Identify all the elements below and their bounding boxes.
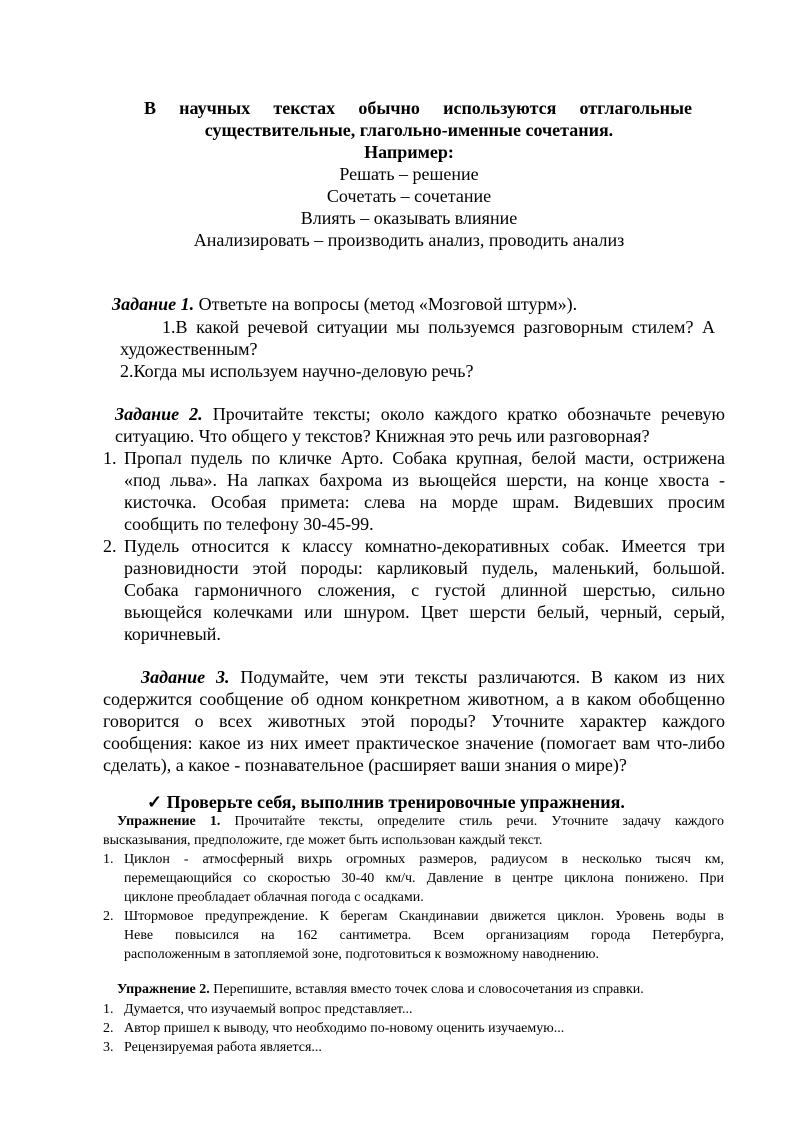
task1-question-1: 1.В какой речевой ситуации мы пользуемся разговорным стилем? А — [162, 317, 715, 337]
example-line: Влиять – оказывать влияние — [300, 208, 518, 228]
task2-item-line: кисточка. Особая примета: слева на морде шрам. Видевших просим — [124, 492, 725, 512]
task2-text: Прочитайте тексты; около каждого кратко обозначьте речевую — [202, 404, 725, 424]
exercise1-item-number: 2. — [103, 909, 114, 924]
example-line: Решать – решение — [339, 164, 479, 184]
task2-text-line-2: ситуацию. Что общего у текстов? Книжная это речь или разговорная? — [115, 426, 650, 446]
intro-block — [144, 97, 692, 120]
intro-word: обычно — [358, 98, 420, 118]
task2-item-line: Собака гармоничного сложения, с густой длинной шерстью, сильно — [124, 580, 725, 600]
intro-line-1 — [144, 97, 692, 120]
task2-item-line: вьющейся колечками или шнуром. Цвет шерсти белый, черный, серый, — [124, 602, 725, 622]
task1-question-2: 2.Когда мы используем научно-деловую речь? — [120, 361, 474, 381]
task3-text: Подумайте, чем эти тексты различаются. В каком из них — [229, 667, 725, 687]
exercise2-label: Упражнение 2. — [117, 982, 210, 997]
task1-text: Ответьте на вопросы (метод «Мозговой штурм»). — [194, 294, 578, 314]
exercise1-item-line: циклоне преобладает облачная погода с осадками. — [124, 890, 424, 905]
exercise1-item-line: расположенным в затопляемой зоне, подготовиться к возможному наводнению. — [124, 947, 600, 962]
task2-item-line: коричневый. — [124, 624, 221, 644]
task2-item-number: 2. — [103, 536, 117, 556]
exercise2-text: Перепишите, вставляя вместо точек слова и словосочетания из справки. — [209, 982, 644, 997]
task2-item-line: разновидности этой породы: карликовый пудель, маленький, большой. — [124, 558, 725, 578]
exercise2-item-text: Автор пришел к выводу, что необходимо по-новому оценить изучаемую... — [124, 1021, 565, 1036]
task1-label: Задание 1. — [112, 294, 195, 314]
exercise2-item-text: Думается, что изучаемый вопрос представляет... — [124, 1002, 413, 1017]
exercise1-item-line: Циклон - атмосферный вихрь огромных размеров, радиусом в несколько тысяч км, — [124, 852, 724, 867]
task2-item-line: «под льва». На лапках бахрома из вьющейся шерсти, на конце хвоста - — [124, 470, 725, 490]
intro-line-2: существительные, глагольно-именные сочетания. — [204, 120, 614, 140]
exercise2-item-number: 3. — [103, 1040, 114, 1055]
intro-word: отглагольные — [579, 98, 692, 118]
exercise2-heading — [117, 980, 644, 999]
check-yourself-heading — [147, 791, 625, 814]
exercise2-item-number: 2. — [103, 1021, 114, 1036]
task3-label: Задание 3. — [141, 667, 230, 687]
task2-label: Задание 2. — [115, 404, 203, 424]
exercise1-heading — [117, 812, 724, 831]
example-heading: Например: — [364, 142, 454, 162]
exercise1-text-line-2: высказывания, предположите, где может быть использован каждый текст. — [103, 833, 543, 848]
exercise1-item-line: Штормовое предупреждение. К берегам Скандинавии движется циклон. Уровень воды в — [124, 909, 724, 924]
intro-word: В — [144, 98, 157, 118]
task2-item-line: Пропал пудель по кличке Арто. Собака крупная, белой масти, острижена — [124, 448, 725, 468]
task3-line: говорится о всех животных этой породы? Уточните характер каждого — [103, 711, 725, 731]
task3-line: сделать), а какое - познавательное (расширяет ваши знания о мире)? — [103, 755, 627, 775]
exercise2-item-text: Рецензируемая работа является... — [124, 1040, 322, 1055]
exercise1-text: Прочитайте тексты, определите стиль речи. Уточните задачу каждого — [220, 814, 724, 829]
task2-heading — [115, 403, 725, 426]
task3-heading — [141, 666, 725, 689]
example-line: Сочетать – сочетание — [326, 186, 492, 206]
intro-word: используются — [443, 98, 557, 118]
exercise1-item-line: Неве повысился на 162 сантиметра. Всем организациям города Петербурга, — [124, 928, 724, 943]
intro-word: текстах — [273, 98, 336, 118]
task1-question-1-cont: художественным? — [120, 339, 258, 359]
task2-item-line: сообщить по телефону 30-45-99. — [124, 514, 374, 534]
exercise1-item-line: перемещающийся со скоростью 30-40 км/ч. Давление в центре циклона понижено. При — [124, 871, 724, 886]
example-line: Анализировать – производить анализ, проводить анализ — [193, 230, 625, 250]
exercise1-label: Упражнение 1. — [117, 814, 221, 829]
exercise1-item-number: 1. — [103, 852, 114, 867]
task2-item-number: 1. — [103, 448, 117, 468]
check-yourself-text: Проверьте себя, выполнив тренировочные упражнения. — [166, 792, 625, 812]
check-mark-icon: ✓ — [147, 792, 163, 812]
task3-line: сообщения: какое из них имеет практическое значение (помогает вам что-либо — [103, 733, 725, 753]
task1-heading — [112, 293, 577, 316]
task2-item-line: Пудель относится к классу комнатно-декоративных собак. Имеется три — [124, 536, 725, 556]
exercise2-item-number: 1. — [103, 1002, 114, 1017]
task3-line: содержится сообщение об одном конкретном животном, а в каком обобщенно — [103, 689, 725, 709]
intro-word: научных — [179, 98, 251, 118]
